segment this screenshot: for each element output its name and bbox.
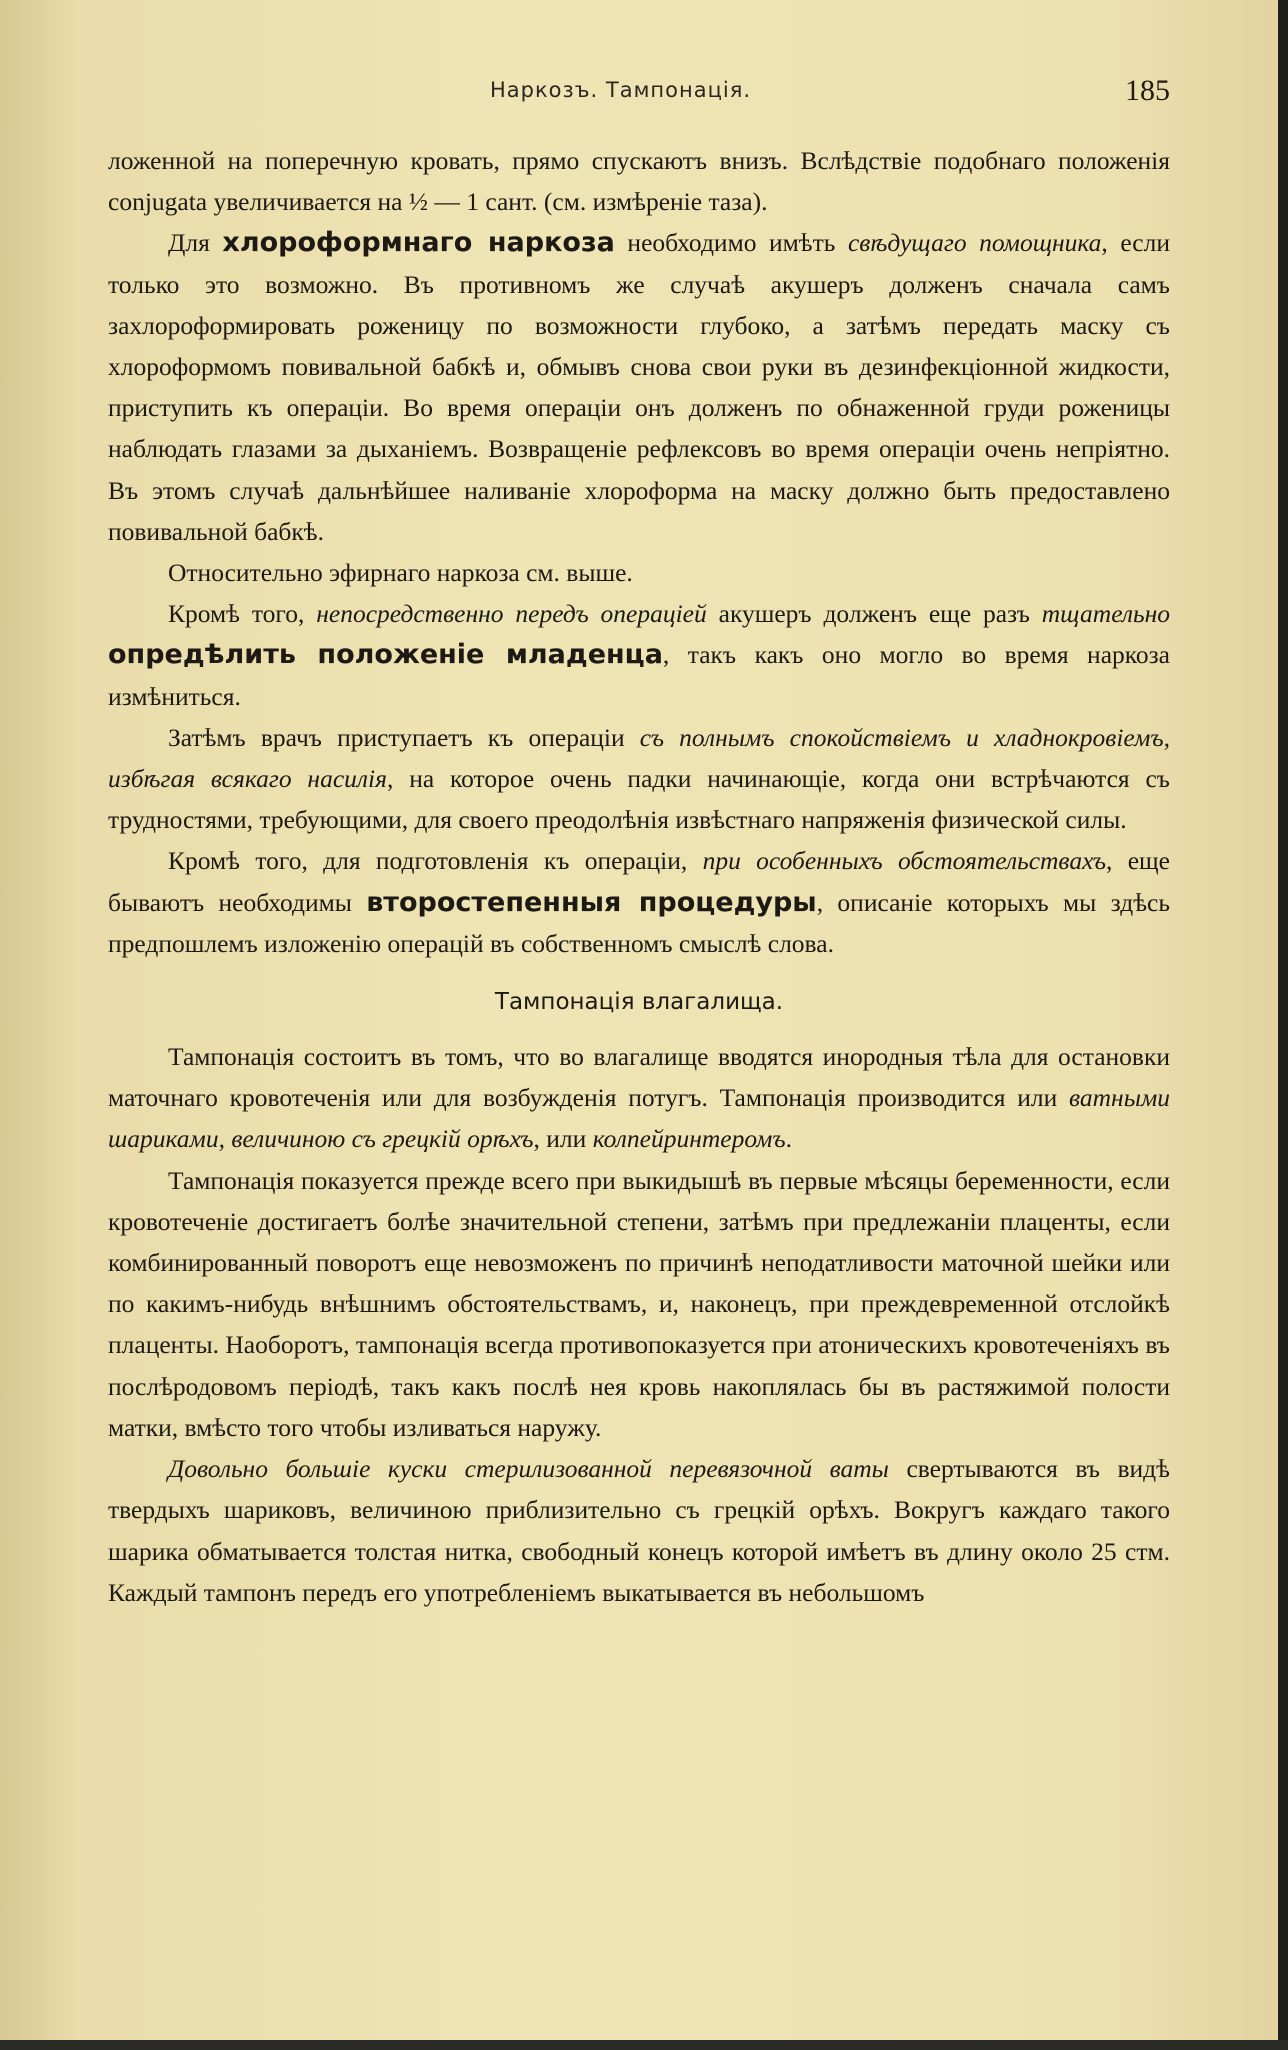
p7-italic-2: колпейринтеромъ <box>592 1124 786 1154</box>
p7-c: , или <box>533 1124 593 1154</box>
running-title: Наркозъ. Тампонація. <box>490 78 752 102</box>
p4-italic-1: непосредственно передъ операціей <box>316 599 707 629</box>
paragraph-3-text: Относительно эфирнаго наркоза см. выше. <box>168 558 633 588</box>
p4-italic-2: тщательно <box>1041 599 1171 629</box>
p6-c: , еще бываютъ необходимы <box>108 846 1170 917</box>
p2-e: , если только это возможно. Въ противномъ же случаѣ акушеръ долженъ сначала самъ захлороформировать роженицу по возможности глубоко, а затѣмъ передать маску съ хлороформомъ повивальной бабкѣ и, обмывъ снова свои руки въ дезинфекціонной жидкости, приступить къ операціи. Во время операціи онъ долженъ по обнаженной груди роженицы наблюдать глазами за дыханіемъ. Возвращеніе рефлексовъ во время операціи очень непріятно. Въ этомъ случаѣ дальнѣйшее наливаніе хлороформа на маску должно быть предоставлено повивальной бабкѣ. <box>108 228 1170 546</box>
p5-c: , на которое очень падки начинающіе, когда они встрѣчаются съ трудностями, требующими, для своего преодолѣнія извѣстнаго напряженія физической силы. <box>108 764 1170 835</box>
p5-italic: съ полнымъ спокойствіемъ и хладнокровіемъ, избѣгая всякаго насилія <box>108 722 1170 794</box>
section-heading: Тампонація влагалища. <box>494 989 784 1016</box>
scan-edge-right <box>1278 0 1288 2050</box>
paragraph-8 <box>108 1160 1170 1448</box>
p4-bold: опредѣлить положеніе младенца <box>108 639 663 671</box>
p7-e: . <box>785 1124 792 1154</box>
p7-italic-1: ватными шариками, величиною съ грецкій орѣхъ <box>108 1083 1170 1154</box>
p4-c: акушеръ долженъ еще разъ <box>706 599 1042 629</box>
page-number: 185 <box>1125 74 1170 107</box>
p2-italic: свѣдущаго помощника <box>847 228 1102 258</box>
p6-bold: второстепенныя процедуры <box>366 886 817 918</box>
paragraph-2 <box>108 222 1170 552</box>
paragraph-8-text: Тампонація показуется прежде всего при выкидышѣ въ первые мѣсяцы беременности, если кровотеченіе достигаетъ болѣе значительной степени, затѣмъ при предлежаніи плаценты, если комбинированный поворотъ еще невозможенъ по причинѣ неподатливости маточной шейки или по какимъ-нибудь внѣшнимъ обстоятельствамъ, и, наконецъ, при преждевременной отслойкѣ плаценты. Наоборотъ, тампонація всегда противопоказуется при атоническихъ кровотеченіяхъ въ послѣродовомъ періодѣ, такъ какъ послѣ нея кровь накоплялась бы въ растяжимой полости матки, вмѣсто того чтобы изливаться наружу. <box>108 1165 1170 1442</box>
p4-g: , такъ какъ оно могло во время наркоза измѣниться. <box>108 640 1170 711</box>
p6-italic: при особенныхъ обстоятельствахъ <box>702 846 1106 876</box>
paragraph-7 <box>108 1036 1170 1160</box>
p7-a: Тампонація состоитъ въ томъ, что во влагалище вводятся инородныя тѣла для остановки маточнаго кровотеченія или для возбужденія потугъ. Тампонація производится или <box>108 1042 1170 1113</box>
paragraph-4 <box>108 593 1170 717</box>
paragraph-3 <box>108 552 1170 593</box>
page-header <box>160 74 1170 114</box>
p6-a: Кромѣ того, для подготовленія къ операціи, <box>168 846 703 876</box>
paragraph-1-text: ложенной на поперечную кровать, прямо спускаютъ внизъ. Вслѣдствіе подобнаго положенія conjugata увеличивается на ½ — 1 сант. (см. измѣреніе таза). <box>108 146 1170 217</box>
p2-a: Для <box>168 228 223 258</box>
p2-c: необходимо имѣть <box>614 228 848 258</box>
p9-italic: Довольно большіе куски стерилизованной перевязочной ваты <box>168 1454 889 1484</box>
p2-bold: хлороформнаго наркоза <box>222 227 615 259</box>
paragraph-9 <box>108 1448 1170 1613</box>
scan-edge-bottom <box>0 2040 1288 2050</box>
body-text <box>108 140 1170 1613</box>
paragraph-1 <box>108 140 1170 222</box>
paragraph-6 <box>108 840 1170 964</box>
p9-b: свертываются въ видѣ твердыхъ шариковъ, величиною приблизительно съ грецкій орѣхъ. Вокругъ каждаго такого шарика обматывается толстая нитка, свободный конецъ которой имѣетъ въ длину около 25 стм. Каждый тампонъ передъ его употребленіемъ выкатывается въ небольшомъ <box>108 1454 1170 1607</box>
p6-e: , описаніе которыхъ мы здѣсь предпошлемъ изложенію операцій въ собственномъ смыслѣ слова. <box>108 887 1170 958</box>
p4-a: Кромѣ того, <box>168 599 317 629</box>
paragraph-5 <box>108 717 1170 841</box>
p5-a: Затѣмъ врачъ приступаетъ къ операціи <box>168 722 640 752</box>
